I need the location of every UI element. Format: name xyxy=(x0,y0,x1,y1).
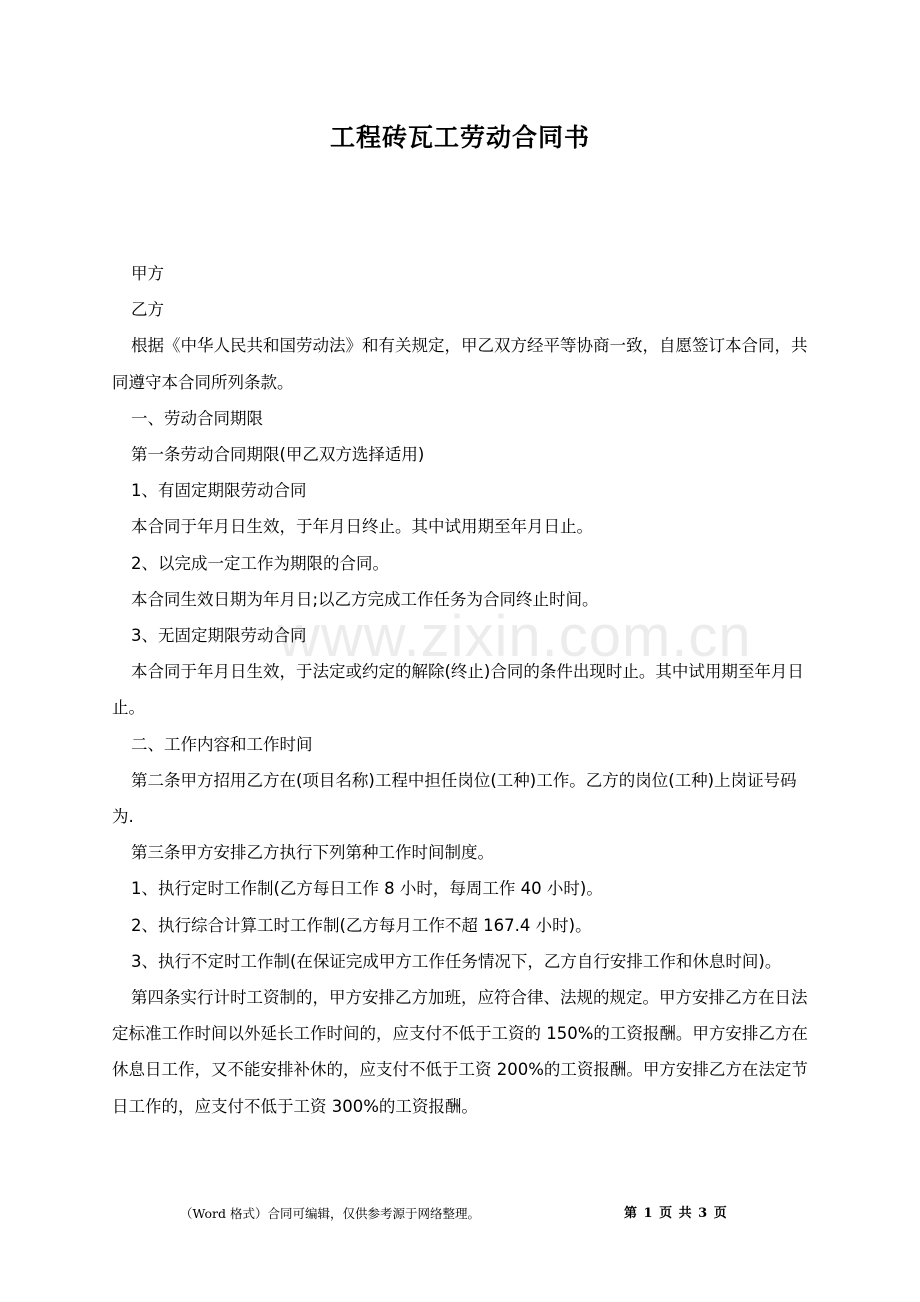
paragraph: 1、执行定时工作制(乙方每日工作 8 小时，每周工作 40 小时)。 xyxy=(131,879,603,899)
paragraph: 乙方 xyxy=(131,300,164,320)
watermark: www.zixin.com.cn xyxy=(278,604,752,669)
paragraph: 3、执行不定时工作制(在保证完成甲方工作任务情况下，乙方自行安排工作和休息时间)。 xyxy=(131,951,782,971)
paragraph: 本合同生效日期为年月日;以乙方完成工作任务为合同终止时间。 xyxy=(131,589,599,609)
document-body xyxy=(112,256,812,1125)
paragraph: 第四条实行计时工资制的，甲方安排乙方加班，应符合律、法规的规定。甲方安排乙方在日法定标准工作时间以外延长工作时间的，应支付不低于工资的 150%的工资报酬。甲方安排乙方在休息日工作，又不能安排补休的，应支付不低于工资 200%的工资报酬。甲方安排乙方在法定节日工作的，应支付不低于工资 300%的工资报酬。 xyxy=(112,988,808,1116)
paragraph: 本合同于年月日生效，于年月日终止。其中试用期至年月日止。 xyxy=(131,517,593,537)
paragraph: 2、执行综合计算工时工作制(乙方每月工作不超 167.4 小时)。 xyxy=(131,915,592,935)
document-title: 工程砖瓦工劳动合同书 xyxy=(329,123,590,152)
paragraph: 第一条劳动合同期限(甲乙双方选择适用) xyxy=(131,445,425,465)
paragraph: 本合同于年月日生效，于法定或约定的解除(终止)合同的条件出现时止。其中试用期至年月日止。 xyxy=(112,662,804,718)
paragraph: 1、有固定期限劳动合同 xyxy=(131,481,307,501)
paragraph: 2、以完成一定工作为期限的合同。 xyxy=(131,553,389,573)
page-number: 第 1 页 共 3 页 xyxy=(624,1206,727,1221)
paragraph: 3、无固定期限劳动合同 xyxy=(131,626,307,646)
paragraph: 第三条甲方安排乙方执行下列第种工作时间制度。 xyxy=(131,843,494,863)
paragraph: 第二条甲方招用乙方在(项目名称)工程中担任岗位(工种)工作。乙方的岗位(工种)上岗证号码为. xyxy=(112,770,797,827)
paragraph: 甲方 xyxy=(131,264,164,283)
section-heading: 一、劳动合同期限 xyxy=(131,408,263,428)
footer-note: （Word 格式）合同可编辑，仅供参考源于网络整理。 xyxy=(180,1206,480,1221)
section-heading: 二、工作内容和工作时间 xyxy=(131,734,313,754)
paragraph: 根据《中华人民共和国劳动法》和有关规定，甲乙双方经平等协商一致，自愿签订本合同，共同遵守本合同所列条款。 xyxy=(112,336,808,392)
